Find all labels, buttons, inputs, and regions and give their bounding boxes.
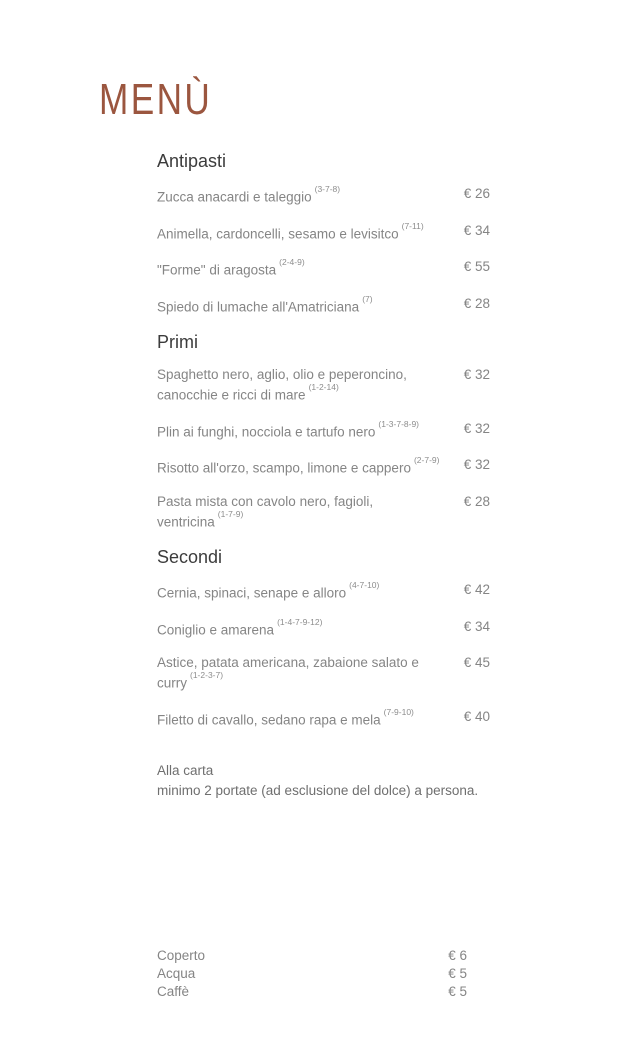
dish-name (157, 456, 463, 477)
dish-name (157, 420, 463, 441)
dish-name-text: "Forme" di aragosta (157, 262, 277, 278)
menu-item-row (157, 366, 490, 404)
dish-name (157, 222, 463, 243)
dish-price: € 28 (463, 295, 490, 311)
allergen-codes: (1-2-14) (308, 382, 339, 392)
dish-name-text: Spaghetto nero, aglio, olio e peperoncino, canocchie e ricci di mare (157, 367, 407, 403)
menu-item-row (157, 258, 490, 279)
dish-name-text: Animella, cardoncelli, sesamo e levisitco (157, 226, 399, 241)
allergen-codes: (4-7-10) (349, 580, 380, 590)
dish-name-text: Coniglio e amarena (157, 622, 275, 637)
dish-price: € 34 (463, 222, 490, 238)
dish-name (157, 618, 463, 639)
section-heading: Primi (157, 332, 198, 352)
dish-price: € 32 (463, 420, 490, 436)
extra-row (157, 947, 467, 965)
dish-price: € 55 (463, 259, 490, 274)
extra-price: € 5 (448, 966, 467, 981)
dish-name (157, 185, 463, 206)
menu-item-row (157, 581, 490, 602)
menu-sections (157, 150, 490, 744)
dish-price: € 42 (463, 582, 490, 597)
dish-name-text: Plin ai funghi, nocciola e tartufo nero (157, 424, 376, 439)
section-items (157, 581, 490, 728)
extra-row (157, 965, 467, 983)
dish-price: € 45 (463, 655, 490, 670)
menu-item-row (157, 185, 490, 206)
dish-name (157, 366, 463, 404)
section-items (157, 366, 490, 530)
dish-price: € 32 (463, 457, 490, 472)
dish-name-text: Zucca anacardi e taleggio (157, 189, 312, 205)
allergen-codes: (2-7-9) (413, 455, 440, 465)
menu-item-row (157, 654, 490, 692)
allergen-codes: (1-4-7-9-12) (277, 616, 323, 627)
dish-price: € 26 (463, 186, 490, 201)
dish-name (157, 258, 463, 279)
allergen-codes: (7-11) (401, 220, 424, 231)
extra-label: Acqua (157, 966, 196, 981)
dish-name-text: Risotto all'orzo, scampo, limone e cappero (157, 460, 411, 476)
dish-price: € 28 (463, 493, 490, 509)
dish-name-text: Filetto di cavallo, sedano rapa e mela (157, 712, 381, 727)
dish-name (157, 581, 463, 602)
allergen-codes: (7) (362, 293, 373, 304)
extra-row (157, 983, 467, 1001)
menu-item-row (157, 708, 490, 729)
menu-item-row (157, 618, 490, 639)
extra-label: Coperto (157, 948, 206, 963)
section-heading: Antipasti (157, 151, 227, 171)
dish-name-text: Pasta mista con cavolo nero, fagioli, ventricina (157, 493, 374, 529)
section-items (157, 185, 490, 315)
dish-name (157, 708, 463, 729)
allergen-codes: (3-7-8) (314, 184, 341, 194)
note-title: Alla carta (157, 763, 214, 778)
note-detail: minimo 2 portate (ad esclusione del dolce) a persona. (157, 783, 479, 798)
extra-label: Caffè (157, 984, 190, 999)
menu-section (157, 150, 490, 315)
menu-item-row (157, 295, 490, 316)
allergen-codes: (7-9-10) (383, 706, 414, 717)
menu-item-row (157, 456, 490, 477)
dish-name (157, 493, 463, 531)
extra-price: € 6 (448, 948, 467, 963)
extras-list (157, 947, 467, 1001)
allergen-codes: (1-3-7-8-9) (378, 418, 420, 429)
dish-price: € 34 (463, 618, 490, 634)
allergen-codes: (1-2-3-7) (190, 670, 224, 680)
dish-name (157, 654, 463, 692)
dish-name (157, 295, 463, 316)
menu-section (157, 331, 490, 530)
extra-price: € 5 (448, 984, 467, 999)
menu-item-row (157, 493, 490, 531)
dish-name-text: Cernia, spinaci, senape e alloro (157, 585, 347, 601)
menu-section (157, 546, 490, 728)
page-title: MENÙ (99, 75, 213, 125)
allergen-codes: (2-4-9) (279, 257, 305, 267)
section-heading: Secondi (157, 547, 223, 567)
dish-name-text: Astice, patata americana, zabaione salato e curry (157, 655, 419, 691)
menu-item-row (157, 222, 490, 243)
dish-price: € 32 (463, 367, 490, 382)
carta-note (157, 761, 577, 801)
allergen-codes: (1-7-9) (217, 508, 244, 519)
dish-name-text: Spiedo di lumache all'Amatriciana (157, 299, 360, 314)
menu-item-row (157, 420, 490, 441)
dish-price: € 40 (463, 708, 490, 724)
